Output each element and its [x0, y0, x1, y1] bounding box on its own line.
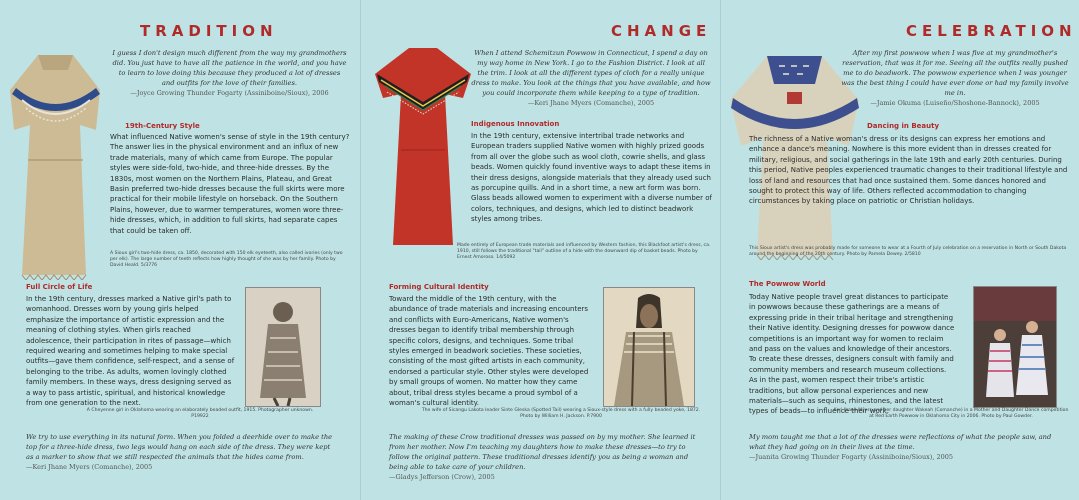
blackfoot-dress-caption: Made entirely of European trade materials and influenced by Western fashion, this Blackfoot artist's dress, ca. 1910, still follows the traditional "tail" outline of a hide with the downward dip of basket beads. Photo by Ernest Amoroso. 14/5092 — [457, 243, 711, 260]
tradition-bottom-quote-attribution: —Keri Jhane Myers (Comanche), 2005 — [26, 463, 153, 471]
indigenous-innovation-body: In the 19th century, extensive intertribal trade networks and European traders supplied Native women with highly prized goods from all over the globe such as wool cloth, cowrie shells, and glass beads. Women quickly found inventive ways to adapt these items in their dress designs, alongside materials that they already used such as porcupine quills. And in a short time, a new art form was born. Glass beads allowed women to experiment with a diverse number of colors, techniques, and designs, which led to distinct beadwork styles among tribes. — [471, 132, 712, 224]
sioux-two-hide-dress-image — [8, 50, 103, 280]
change-bottom-quote-attribution: —Gladys Jefferson (Crow), 2005 — [389, 473, 495, 481]
tradition-title: TRADITION — [140, 22, 278, 40]
powwow-world-heading: The Powwow World — [749, 280, 826, 288]
celebration-title: CELEBRATION — [906, 22, 1077, 40]
celebration-quote — [839, 48, 1071, 108]
dancing-in-beauty-heading: Dancing in Beauty — [867, 122, 940, 130]
change-title: CHANGE — [611, 22, 712, 40]
full-circle-of-life-heading: Full Circle of Life — [26, 283, 93, 291]
tradition-panel — [0, 0, 358, 500]
tradition-bottom-quote — [26, 432, 338, 472]
powwow-world-body: Today Native people travel great distances to participate in powwows because these gatherings are a means of expressing pride in their tribal heritage and strengthening their Native identity. Designing dresses for powwow dance competitions is an important way for women to reclaim and pass on the values and knowledge of their ancestors. To create these dresses, designers consult with family and community members and research museum collections. As in the past, women respect their tribe's artistic traditions, but allow personal experiences and new materials—such as sequins, rhinestones, and the latest types of beads—to influence their work. — [749, 293, 955, 416]
indigenous-innovation-heading: Indigenous Innovation — [471, 120, 560, 128]
celebration-panel — [720, 0, 1079, 500]
nineteenth-century-style-body: What influenced Native women's sense of style in the 19th century? The answer lies in the physical environment and an influx of new trade materials, many of which came from Europe. The popular styles were side-fold, two-hide, and three-hide dresses. By the 1830s, most women on the Northern Plains, Plateau, and Great Basin preferred two-hide dresses because the full skirts were more practical for their mobile lifestyle on horseback. On the Southern Plains, however, due to warmer temperatures, women wore three-hide dresses, which, in addition to full skirts, had separate capes that could be taken off. — [110, 133, 350, 235]
celebration-bottom-quote-attribution: —Juanita Growing Thunder Fogarty (Assiniboine/Sioux), 2005 — [749, 453, 954, 461]
nineteenth-century-style-heading: 19th-Century Style — [125, 122, 200, 130]
tradition-bottom-quote-text: We try to use everything in its natural form. When you folded a deerhide over to make the top for a three-hide dress, two legs would hang on each side of the dress. They were kept as a marker to show that we still respected the animals that the hides came from. — [26, 433, 333, 461]
celebration-bottom-quote-text: My mom taught me that a lot of the dresses were reflections of what the people saw, and what they had going on in their lives at the time. — [749, 433, 1052, 451]
tradition-quote — [112, 48, 347, 98]
cheyenne-girl-photo — [245, 287, 321, 407]
tradition-quote-attribution: —Joyce Growing Thunder Fogarty (Assiniboine/Sioux), 2006 — [130, 89, 329, 97]
change-bottom-quote — [389, 432, 701, 482]
change-quote-attribution: —Keri Jhane Myers (Comanche), 2005 — [527, 99, 655, 107]
powwow-dancers-photo — [973, 286, 1057, 408]
full-circle-of-life-body: In the 19th century, dresses marked a Native girl's path to womanhood. Dresses worn by young girls helped emphasize the importance of artistic expression and the meaning of clothing styles. When girls reached adolescence, their participation in rites of passage—which required wearing and sometimes helping to make special outfits—gave them confidence, self-respect, and a sense of belonging to the tribe. As adults, women lovingly clothed family members. In these ways, dress designing served as a way to pass artistic, spiritual, and historical knowledge from one generation to the next. — [26, 295, 235, 408]
celebration-quote-attribution: —Jamie Okuma (Luiseño/Shoshone-Bannock), 2005 — [870, 99, 1040, 107]
celebration-quote-text: After my first powwow when I was five at my grandmother's reservation, that was it for me. Seeing all the outfits really pushed me to do beadwork. The powwow experience when I was younger was the best thing I could have ever done or had my family involve me in. — [841, 49, 1069, 97]
forming-cultural-identity-body: Toward the middle of the 19th century, with the abundance of trade materials and increasing encounters and conflicts with Euro-Americans, Native women's dresses began to identify tribal membership through specific colors, designs, and techniques. Some tribal styles emerged in beadwork societies. These societies, consisting of the most gifted artists in each community, endorsed a particular style. Other styles were developed by small groups of women. No matter how they came about, tribal dress styles became a proud symbol of a woman's cultural identity. — [389, 295, 589, 408]
change-quote-text: When I attend Schemitzun Powwow in Connecticut, I spend a day on my way home in New York. I go to the Fashion District. I look at all the trim. I look at all the different types of cloth for a really unique dress to make. You look at the things that you have available, and how you could incorporate them while keeping to a type of tradition. — [471, 49, 711, 97]
cheyenne-girl-caption: A Cheyenne girl in Oklahoma wearing an elaborately beaded outfit, 1915. Photographer unknown. P19922 — [86, 408, 314, 419]
change-quote — [471, 48, 711, 108]
sioux-fourth-dress-caption: This Sioux artist's dress was probably made for someone to wear at a Fourth of July celebration on a reservation in North or South Dakota around the beginning of the 20th century. Photo by Pamela Dewey. 2/5810 — [749, 246, 1067, 257]
lakota-woman-caption: The wife of Sicangu Lakota leader Sinte Gleska (Spotted Tail) wearing a Sioux-style dress with a fully beaded yoke, 1872. Photo by William H. Jackson. P.7900 — [421, 408, 701, 419]
tradition-quote-text: I guess I don't design much different from the way my grandmothers did. You just have to have all the patience in the world, and you have to learn to love doing this because they produced a lot of dresses and outfits for the love of their families. — [112, 49, 347, 87]
lakota-woman-photo — [603, 287, 695, 407]
change-bottom-quote-text: The making of these Crow traditional dresses was passed on by my mother. She learned it from her mother. Now I'm teaching my daughters how to make these dresses—to try to follow the original pattern. These traditional dresses identify you as being a woman and being able to take care of your children. — [389, 433, 696, 471]
blackfoot-cloth-dress-image — [373, 40, 473, 250]
celebration-bottom-quote — [749, 432, 1069, 462]
forming-cultural-identity-heading: Forming Cultural Identity — [389, 283, 489, 291]
dancing-in-beauty-body: The richness of a Native woman's dress or its designs can express her emotions and enhance a dance's meaning. Nowhere is this more evident than in dresses created for military, religious, and social gatherings in the late 19th and early 20th centuries. During this period, Native peoples experienced traumatic changes to their traditional lifestyle and loss of land and resources that had once sustained them. Some dances honored and sought to protect this way of life. Others reflected accommodation to changing circumstances by taking place on patriotic or Christian holidays. — [749, 135, 1068, 206]
sioux-dress-caption: A Sioux girl's two-hide dress, ca. 1850, decorated with 150 elk eyeteeth, also called ivories (only two per elk). The large number of teeth reflects how highly thought of she was by her family. Photo by David Heald. 5/3776 — [110, 251, 343, 268]
change-panel — [360, 0, 719, 500]
powwow-dancers-caption: Keri Jhane Myers and her daughter Wakeah (Comanche) in a Mother and Daughter Dance competition at Red Earth Powwow in Oklahoma City in 2006. Photo by Paul Gowder. — [833, 408, 1069, 419]
